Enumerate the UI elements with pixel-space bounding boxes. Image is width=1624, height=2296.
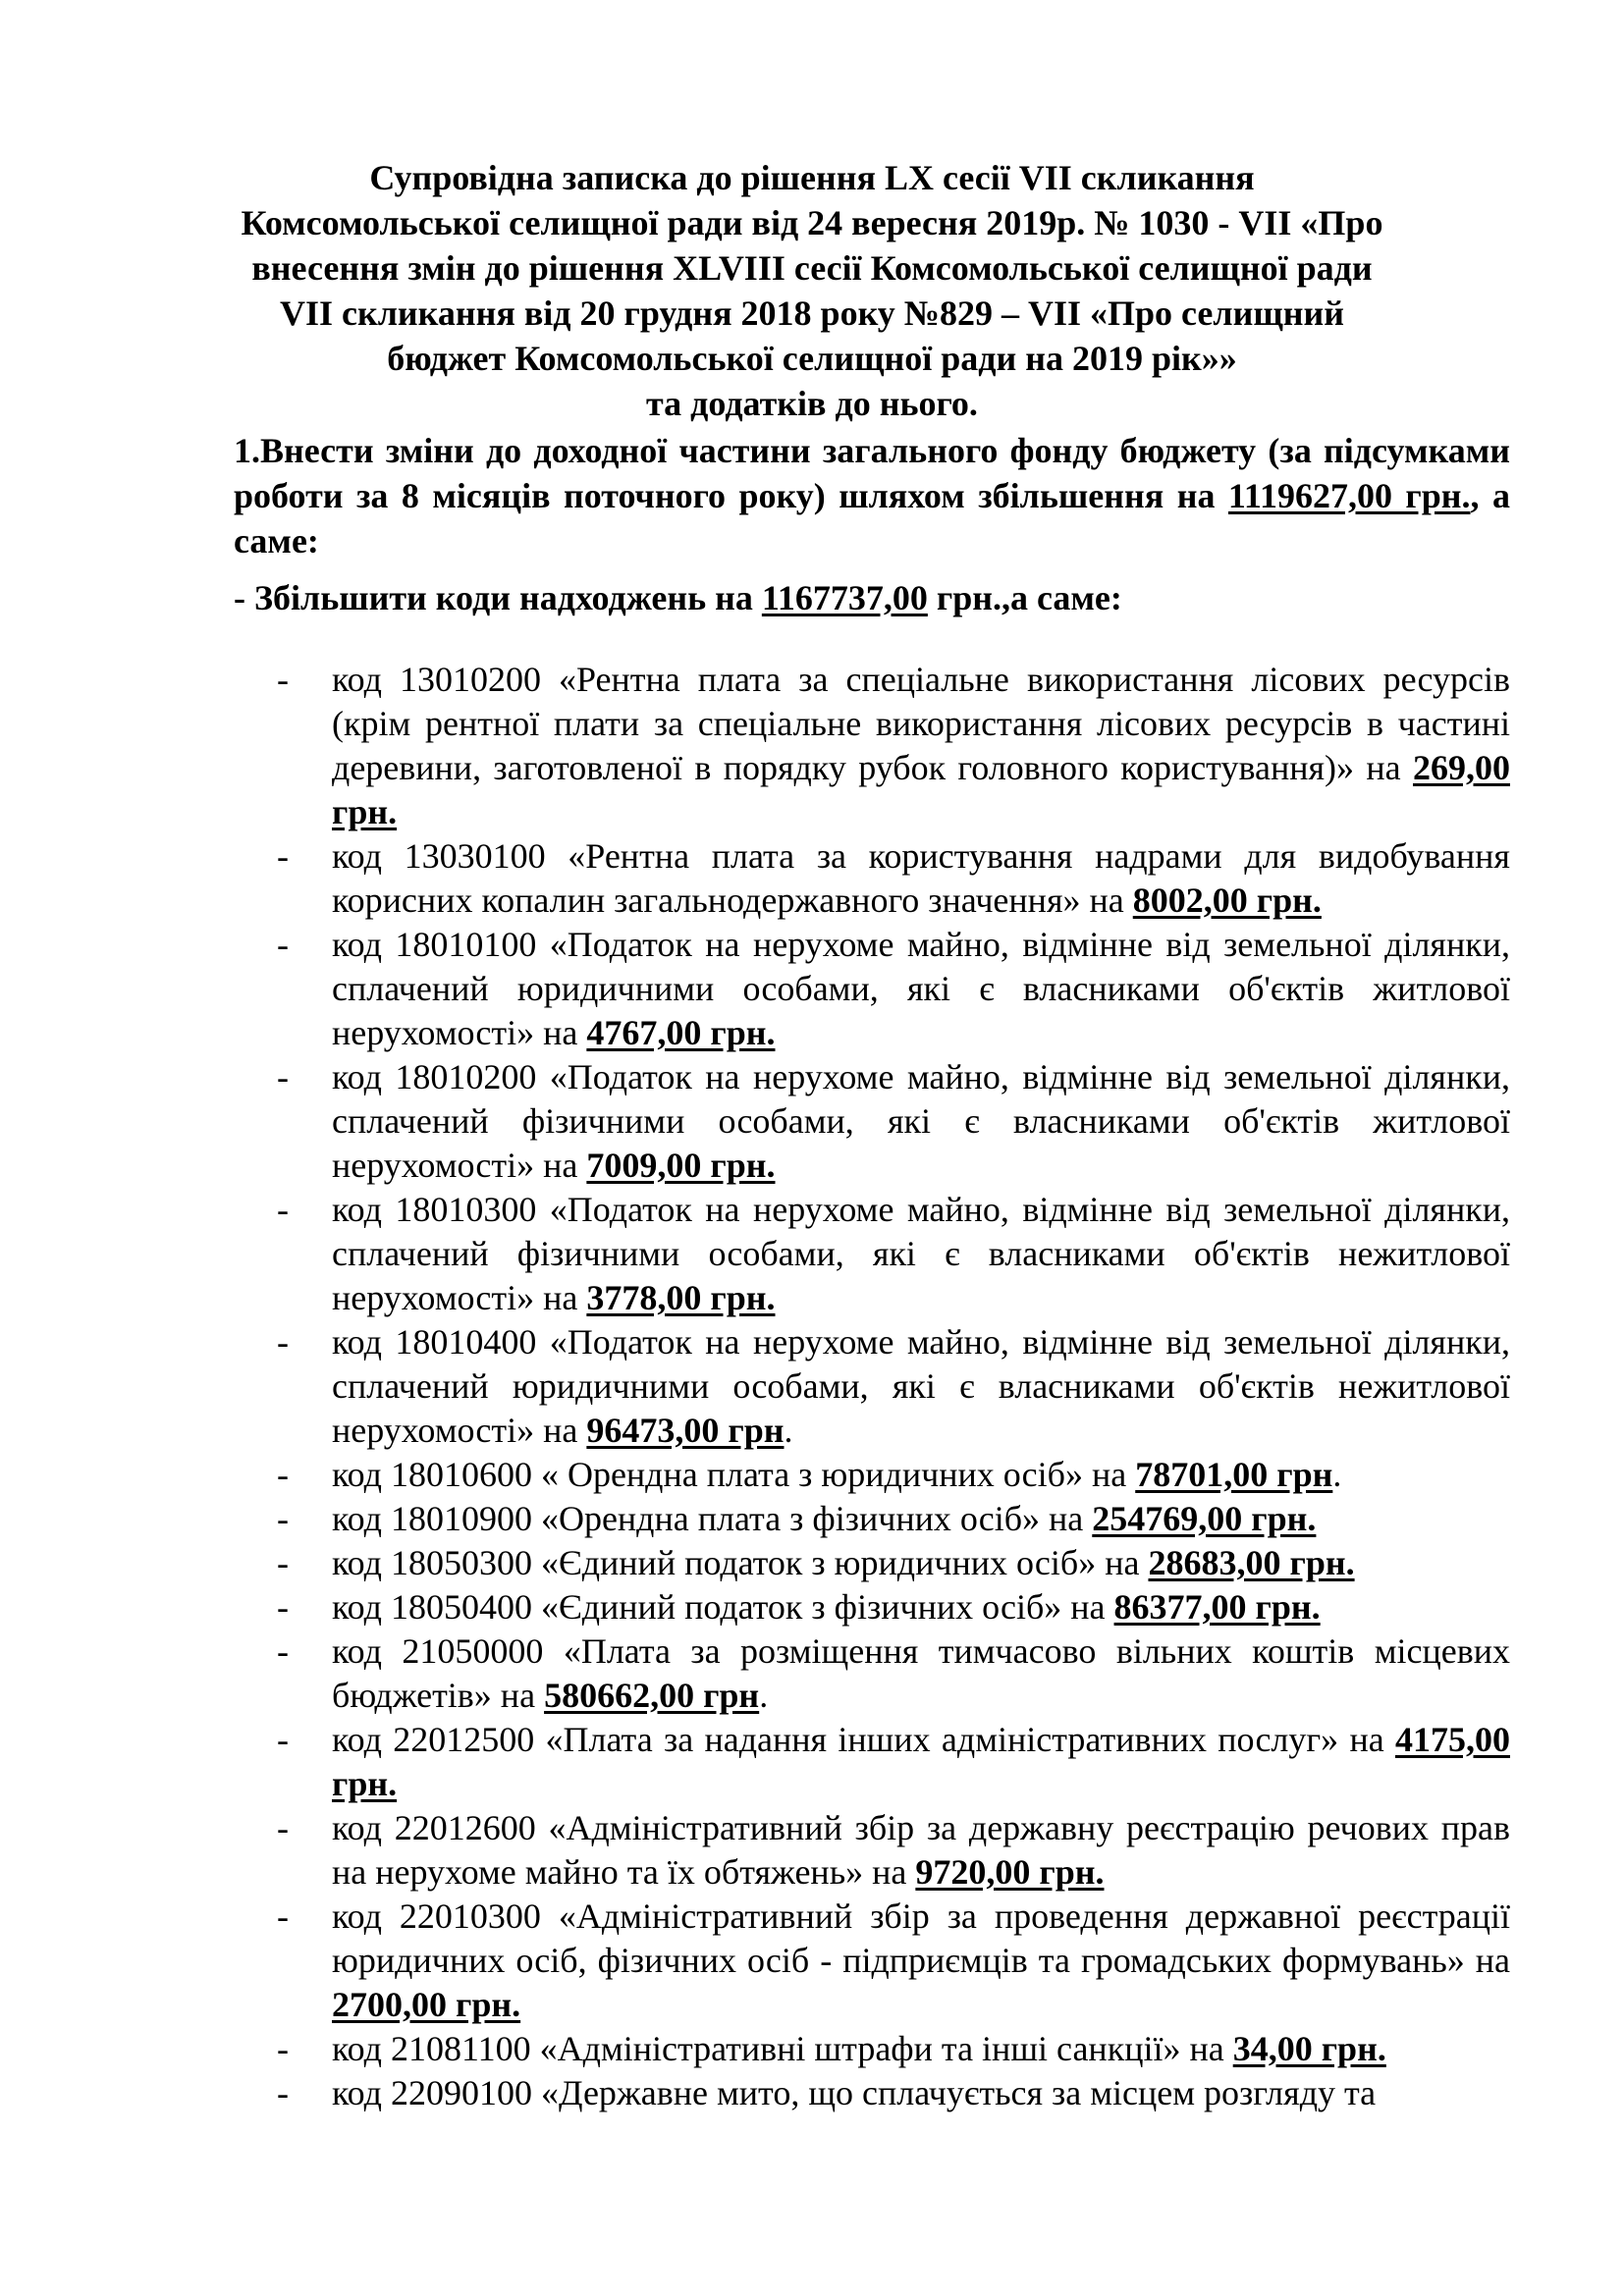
title-line: внесення змін до рішення XLVIII сесії Комсомольської селищної ради (251, 248, 1373, 288)
list-item-text (332, 923, 1510, 1055)
code-description: код 13010200 «Рентна плата за спеціальне використання лісових ресурсів (крім рентної плати за спеціальне використання лісових ресурсів в частині деревини, заготовленої в порядку рубок головного користування)» на (332, 660, 1510, 787)
list-bullet: - (277, 1808, 289, 1847)
list-item (0, 2071, 1624, 2115)
amount-value: 2700,00 грн. (332, 1985, 521, 2024)
code-description: код 18010200 «Податок на нерухоме майно, відмінне від земельної ділянки, сплачений фізичними особами, які є власниками об'єктів житлової нерухомості» на (332, 1057, 1510, 1185)
list-item-text (332, 1055, 1510, 1188)
list-item (0, 2027, 1624, 2071)
list-bullet: - (277, 1631, 289, 1671)
intro-paragraph (234, 428, 1510, 563)
code-description: код 21050000 «Плата за розміщення тимчасово вільних коштів місцевих бюджетів» на (332, 1631, 1510, 1715)
code-description: код 18050400 «Єдиний податок з фізичних осіб» на (332, 1587, 1114, 1627)
list-item-text (332, 1718, 1510, 1806)
list-bullet: - (277, 2029, 289, 2068)
amount-suffix: . (759, 1676, 769, 1715)
amount-suffix: . (1332, 1455, 1342, 1494)
list-bullet: - (277, 836, 289, 876)
list-item (0, 1188, 1624, 1320)
title-line: Супровідна записка до рішення LX сесії VII скликання (369, 158, 1255, 197)
list-item-text (332, 1541, 1510, 1585)
list-item (0, 1055, 1624, 1188)
list-bullet: - (277, 2073, 289, 2112)
title-line: бюджет Комсомольської селищної ради на 2019 рік»» (387, 339, 1237, 378)
intro-amount: 1119627,00 грн. (1227, 476, 1471, 515)
list-item (0, 923, 1624, 1055)
list-item-text (332, 658, 1510, 834)
sub-text: - Збільшити коди надходжень на (234, 578, 762, 617)
amount-value: 96473,00 грн (586, 1411, 785, 1450)
list-item (0, 1320, 1624, 1453)
intro-suffix: , а саме: (234, 476, 1510, 561)
amount-value: 254769,00 грн. (1092, 1499, 1317, 1538)
intro-text: 1.Внести зміни до доходної частини загального фонду бюджету (за підсумками роботи за 8 місяців поточного року) шляхом збільшення на (234, 431, 1510, 515)
amount-suffix: . (784, 1411, 793, 1450)
amount-value: 28683,00 грн. (1148, 1543, 1355, 1582)
list-item-text (332, 2027, 1510, 2071)
code-description: код 22090100 «Державне мито, що сплачується за місцем розгляду та (332, 2073, 1377, 2112)
code-description: код 22012500 «Плата за надання інших адміністративних послуг» на (332, 1720, 1395, 1759)
list-bullet: - (277, 1057, 289, 1096)
amount-value: 3778,00 грн. (586, 1278, 776, 1317)
amount-value: 8002,00 грн. (1132, 881, 1322, 920)
list-item-text (332, 1497, 1510, 1541)
title-line: та додатків до нього. (646, 384, 978, 423)
amount-value: 269,00 грн. (332, 748, 1510, 831)
list-item-text (332, 2071, 1510, 2115)
sub-amount: 1167737,00 (761, 578, 928, 617)
code-description: код 18010600 « Орендна плата з юридичних осіб» на (332, 1455, 1136, 1494)
code-description: код 22010300 «Адміністративний збір за проведення державної реєстрації юридичних осіб, фізичних осіб - підприємців та громадських формувань» на (332, 1896, 1510, 1980)
amount-value: 9720,00 грн. (915, 1852, 1105, 1892)
code-description: код 18010300 «Податок на нерухоме майно, відмінне від земельної ділянки, сплачений фізичними особами, які є власниками об'єктів нежитлової нерухомості» на (332, 1190, 1510, 1317)
document-title (196, 155, 1428, 426)
code-description: код 21081100 «Адміністративні штрафи та інші санкції» на (332, 2029, 1233, 2068)
list-item-text (332, 1453, 1510, 1497)
increase-codes-heading (234, 575, 1510, 620)
list-bullet: - (277, 660, 289, 699)
code-description: код 18050300 «Єдиний податок з юридичних осіб» на (332, 1543, 1149, 1582)
list-item-text (332, 1188, 1510, 1320)
list-item (0, 1497, 1624, 1541)
list-bullet: - (277, 1455, 289, 1494)
list-item (0, 1806, 1624, 1895)
list-bullet: - (277, 925, 289, 964)
code-description: код 13030100 «Рентна плата за користування надрами для видобування корисних копалин загальнодержавного значення» на (332, 836, 1510, 920)
list-item-text (332, 1629, 1510, 1718)
sub-suffix: грн.,а саме: (927, 578, 1122, 617)
amount-value: 86377,00 грн. (1113, 1587, 1321, 1627)
title-line: Комсомольської селищної ради від 24 вересня 2019р. № 1030 - VII «Про (241, 203, 1383, 242)
list-item (0, 658, 1624, 834)
code-description: код 22012600 «Адміністративний збір за державну реєстрацію речових прав на нерухоме майно та їх обтяжень» на (332, 1808, 1510, 1892)
code-description: код 18010400 «Податок на нерухоме майно, відмінне від земельної ділянки, сплачений юридичними особами, які є власниками об'єктів нежитлової нерухомості» на (332, 1322, 1510, 1450)
list-bullet: - (277, 1499, 289, 1538)
list-item-text (332, 1585, 1510, 1629)
list-bullet: - (277, 1896, 289, 1936)
list-bullet: - (277, 1720, 289, 1759)
list-item (0, 834, 1624, 923)
list-item (0, 1541, 1624, 1585)
list-item-text (332, 1320, 1510, 1453)
list-bullet: - (277, 1587, 289, 1627)
amount-value: 34,00 грн. (1232, 2029, 1386, 2068)
revenue-code-list (0, 658, 1624, 2115)
amount-value: 4767,00 грн. (586, 1013, 776, 1052)
list-item-text (332, 1806, 1510, 1895)
list-item (0, 1585, 1624, 1629)
list-item (0, 1718, 1624, 1806)
code-description: код 18010900 «Орендна плата з фізичних осіб» на (332, 1499, 1093, 1538)
list-bullet: - (277, 1543, 289, 1582)
list-item-text (332, 1895, 1510, 2027)
list-item (0, 1453, 1624, 1497)
list-bullet: - (277, 1322, 289, 1362)
code-description: код 18010100 «Податок на нерухоме майно, відмінне від земельної ділянки, сплачений юридичними особами, які є власниками об'єктів житлової нерухомості» на (332, 925, 1510, 1052)
list-bullet: - (277, 1190, 289, 1229)
amount-value: 78701,00 грн (1135, 1455, 1333, 1494)
amount-value: 4175,00 грн. (332, 1720, 1510, 1803)
amount-value: 7009,00 грн. (586, 1146, 776, 1185)
title-line: VII скликання від 20 грудня 2018 року №829 – VII «Про селищний (280, 294, 1344, 333)
list-item-text (332, 834, 1510, 923)
amount-value: 580662,00 грн (544, 1676, 760, 1715)
list-item (0, 1895, 1624, 2027)
list-item (0, 1629, 1624, 1718)
